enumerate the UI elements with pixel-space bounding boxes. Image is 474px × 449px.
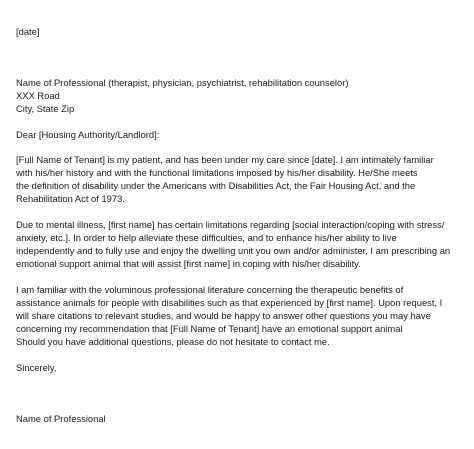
paragraph-2-line: Due to mental illness, [first name] has certain limitations regarding [social interaction/coping with stress/ [16, 219, 445, 230]
paragraph-1-line: the definition of disability under the Americans with Disabilities Act, the Fair Housing Act, and the [16, 180, 416, 191]
recipient-name-line: Name of Professional (therapist, physician, psychiatrist, rehabilitation counselor) [16, 77, 349, 88]
recipient-city-line: City, State Zip [16, 103, 75, 114]
letter-date: [date] [16, 26, 40, 37]
paragraph-2-line: emotional support animal that will assist [first name] in coping with his/her disability. [16, 258, 361, 269]
closing: Sincerely, [16, 362, 57, 373]
paragraph-3-line: I am familiar with the voluminous professional literature concerning the therapeutic benefits of [16, 284, 404, 295]
paragraph-3-line: Should you have additional questions, please do not hesitate to contact me. [16, 336, 330, 347]
salutation: Dear [Housing Authority/Landlord]: [16, 129, 160, 140]
signature-name: Name of Professional [16, 413, 106, 424]
paragraph-3-line: assistance animals for people with disabilities such as that experienced by [first name]. Upon request, I [16, 297, 443, 308]
paragraph-3-line: concerning my recommendation that [Full Name of Tenant] have an emotional support animal [16, 323, 403, 334]
recipient-address-line: XXX Road [16, 90, 60, 101]
paragraph-1-line: with his/her history and with the functional limitations imposed by his/her disability. He/She meets [16, 167, 418, 178]
paragraph-2-line: anxiety, etc.]. In order to help alleviate these difficulties, and to enhance his/her ability to live [16, 232, 397, 243]
paragraph-2-line: independently and to fully use and enjoy the dwelling unit you own and/or administer, I am prescribing an [16, 245, 451, 256]
paragraph-3-line: will share citations to relevant studies, and would be happy to answer other questions you may have [16, 310, 431, 321]
paragraph-1-line: [Full Name of Tenant] is my patient, and has been under my care since [date]. I am intimately familiar [16, 154, 434, 165]
paragraph-1-line: Rehabilitation Act of 1973. [16, 193, 125, 204]
